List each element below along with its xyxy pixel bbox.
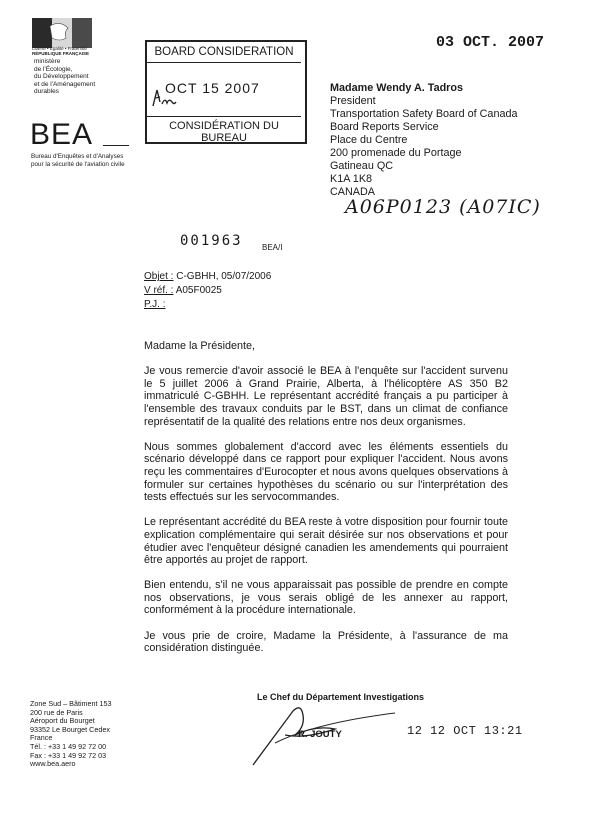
body-paragraph: Je vous prie de croire, Madame la Présidente, à l'assurance de ma considération distinguée. [144, 629, 508, 655]
recipient-address [330, 82, 580, 199]
handwritten-file-reference: A06P0123 (A07IC) [345, 196, 541, 218]
handwritten-initials [150, 86, 178, 110]
vref-row [144, 284, 271, 298]
body-paragraph: Nous sommes globalement d'accord avec les éléments essentiels du scénario développé dans ce rapport pour expliquer l'accident. Nous avons reçu les commentaires d'Eurocopter et nous avons quelques observations à formuler sur certaines hypothèses du scénario ou sur l'interprétation des tests effectués sur les servocommandes. [144, 440, 508, 504]
stamp-top-text: BOARD CONSIDERATION [154, 46, 294, 58]
republic-text: RÉPUBLIQUE FRANÇAISE [32, 51, 90, 56]
vref-label: V réf. : [144, 285, 174, 296]
address-line: CANADA [330, 186, 375, 198]
received-time-stamp: 12 12 OCT 13:21 [407, 724, 523, 738]
letter-meta [144, 270, 271, 312]
pj-row [144, 298, 271, 312]
address-line: President [330, 95, 376, 107]
ministry-line: ministère [34, 58, 61, 65]
marianne-logo [32, 18, 92, 48]
reference-suffix: BEA/I [262, 243, 283, 252]
footer-line: 93352 Le Bourget Cedex [30, 724, 110, 734]
footer-line: www.bea.aero [30, 759, 76, 769]
address-line: K1A 1K8 [330, 173, 373, 185]
footer-line: Tél. : +33 1 49 92 72 00 [30, 741, 107, 751]
stamp-divider [147, 62, 301, 63]
ministry-line: du Développement [34, 73, 89, 80]
signatory-name: R. JOUTY [298, 729, 342, 740]
bea-subtitle-line: Bureau d'Enquêtes et d'Analyses [31, 153, 124, 160]
body-paragraph: Bien entendu, s'il ne vous apparaissait pas possible de prendre en compte nos observations, je vous serais obligé de les annexer au rapport, conformément à la procédure internationale. [144, 579, 508, 617]
recipient-name: Madame Wendy A. Tadros [330, 82, 463, 94]
objet-value: C-GBHH, 05/07/2006 [176, 271, 272, 282]
address-line: Board Reports Service [330, 121, 439, 133]
address-line: Place du Centre [330, 134, 408, 146]
reference-number: 001963 [180, 233, 243, 249]
pj-label: P.J. : [144, 299, 166, 310]
address-line: Gatineau QC [330, 160, 394, 172]
address-line: Transportation Safety Board of Canada [330, 108, 518, 120]
received-date-stamp: 03 OCT. 2007 [436, 34, 545, 51]
bea-logo-underline [103, 145, 129, 146]
letter-body [144, 340, 508, 667]
stamp-divider [147, 116, 301, 117]
stamp-date: OCT 15 2007 [165, 80, 260, 96]
motto-text: Liberté • Égalité • Fraternité [32, 46, 87, 51]
ministry-line: et de l'Aménagement [34, 80, 96, 88]
footer-line: Zone Sud – Bâtiment 153 [30, 699, 112, 708]
objet-row [144, 270, 271, 284]
body-paragraph: Le représentant accrédité du BEA reste à votre disposition pour fournir toute explication complémentaire qui serait désirée sur nos observations et pour étudier avec l'enquêteur désigné canadien les amendements qui pourraient être apportés au projet de rapport. [144, 516, 508, 567]
footer-line: France [30, 733, 53, 743]
sender-address-footer [30, 700, 140, 769]
objet-label: Objet : [144, 271, 174, 282]
vref-value: A05F0025 [175, 285, 222, 296]
salutation: Madame la Présidente, [144, 340, 256, 352]
ministry-line: durables [34, 88, 59, 95]
bea-subtitle-line: pour la sécurité de l'aviation civile [31, 161, 125, 168]
bea-subtitle [31, 153, 151, 169]
footer-line: Fax : +33 1 49 92 72 03 [30, 750, 107, 760]
ministry-line: de l'Écologie, [34, 65, 73, 73]
signature-title: Le Chef du Département Investigations [257, 692, 425, 702]
bea-logo: BEA [30, 118, 94, 151]
address-line: 200 promenade du Portage [330, 147, 462, 159]
republic-motto [32, 46, 102, 56]
footer-line: 200 rue de Paris [30, 707, 83, 717]
body-paragraph: Je vous remercie d'avoir associé le BEA à l'enquête sur l'accident survenu le 5 juillet 2006 à Grand Prairie, Alberta, à l'hélicoptère AS 350 B2 immatriculé C-GBHH. Le représentant accrédité français a pu participer à l'ensemble des travaux conduits par le BST, dans un climat de confiance représentatif de la qualité des relations entre nos deux organismes. [144, 365, 508, 428]
stamp-bottom-text: CONSIDÉRATION DU BUREAU [169, 120, 279, 144]
ministry-name [34, 58, 114, 96]
footer-line: Aéroport du Bourget [30, 716, 95, 726]
